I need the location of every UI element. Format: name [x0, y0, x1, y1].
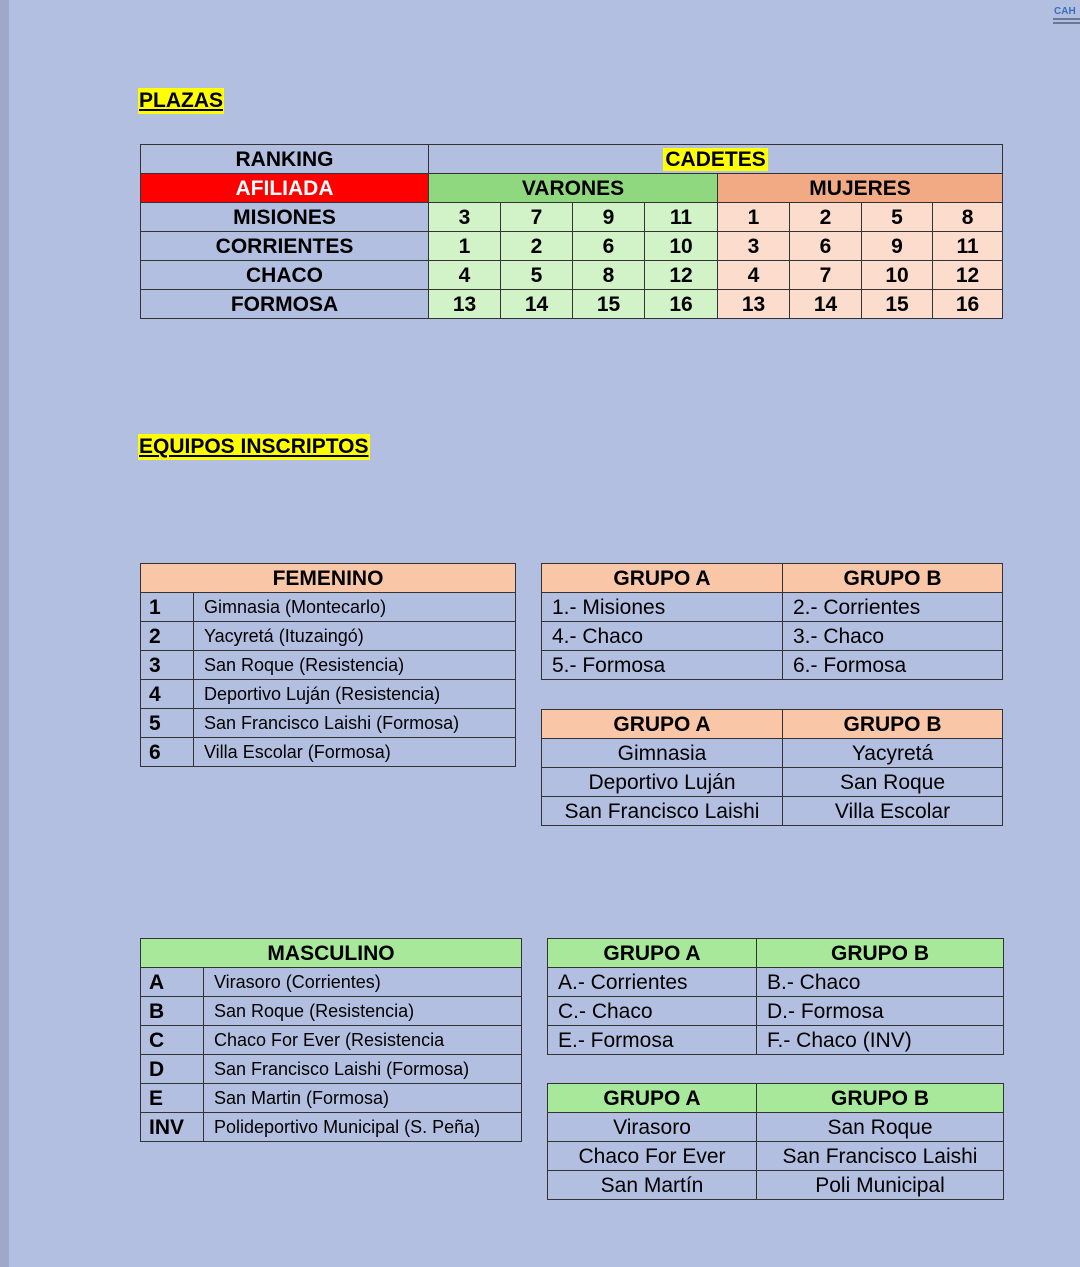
- varones-slot: 6: [573, 232, 645, 261]
- cadetes-header: [429, 145, 1003, 174]
- group-b-title: GRUPO B: [757, 939, 1004, 968]
- mujeres-header: MUJERES: [718, 174, 1003, 203]
- table-row: [548, 968, 1004, 997]
- table-row: [542, 651, 1003, 680]
- masculino-groups-names-table: [547, 1083, 1004, 1200]
- group-a-title: GRUPO A: [548, 939, 757, 968]
- group-b-team: Villa Escolar: [783, 797, 1003, 826]
- group-a-team: Chaco For Ever: [548, 1142, 757, 1171]
- varones-header: VARONES: [429, 174, 718, 203]
- group-a-team: A.- Corrientes: [548, 968, 757, 997]
- varones-slot: 15: [573, 290, 645, 319]
- table-row: [141, 1026, 522, 1055]
- table-row: [542, 739, 1003, 768]
- table-row: [141, 997, 522, 1026]
- group-a-title: GRUPO A: [542, 564, 783, 593]
- group-a-team: San Francisco Laishi: [542, 797, 783, 826]
- group-a-team: 4.- Chaco: [542, 622, 783, 651]
- table-row: [542, 768, 1003, 797]
- varones-slot: 1: [429, 232, 501, 261]
- group-a-team: Deportivo Luján: [542, 768, 783, 797]
- ranking-row: [141, 203, 1003, 232]
- team-letter: A: [141, 968, 204, 997]
- afiliada-name: MISIONES: [141, 203, 429, 232]
- table-row: [141, 1055, 522, 1084]
- ranking-table: [140, 144, 1003, 319]
- team-name: Gimnasia (Montecarlo): [194, 593, 516, 622]
- table-row: [141, 593, 516, 622]
- varones-slot: 7: [501, 203, 573, 232]
- table-row: [141, 1084, 522, 1113]
- group-b-team: San Roque: [783, 768, 1003, 797]
- group-a-team: 1.- Misiones: [542, 593, 783, 622]
- table-row: [141, 622, 516, 651]
- team-number: 2: [141, 622, 194, 651]
- group-b-title: GRUPO B: [757, 1084, 1004, 1113]
- table-row: [141, 709, 516, 738]
- table-row: [141, 738, 516, 767]
- team-letter: D: [141, 1055, 204, 1084]
- ranking-row: [141, 290, 1003, 319]
- varones-slot: 10: [645, 232, 718, 261]
- group-b-team: Yacyretá: [783, 739, 1003, 768]
- group-a-title: GRUPO A: [548, 1084, 757, 1113]
- page-left-edge: [0, 0, 9, 1267]
- team-name: Chaco For Ever (Resistencia: [204, 1026, 522, 1055]
- masculino-title: MASCULINO: [141, 939, 522, 968]
- mujeres-slot: 1: [718, 203, 790, 232]
- mujeres-slot: 12: [933, 261, 1003, 290]
- team-letter: E: [141, 1084, 204, 1113]
- afiliada-name: CORRIENTES: [141, 232, 429, 261]
- group-b-team: 2.- Corrientes: [783, 593, 1003, 622]
- group-a-team: San Martín: [548, 1171, 757, 1200]
- mujeres-slot: 9: [862, 232, 933, 261]
- team-name: San Roque (Resistencia): [204, 997, 522, 1026]
- team-number: 5: [141, 709, 194, 738]
- team-letter: INV: [141, 1113, 204, 1142]
- equipos-heading: EQUIPOS INSCRIPTOS: [139, 435, 369, 458]
- mujeres-slot: 5: [862, 203, 933, 232]
- group-b-title: GRUPO B: [783, 710, 1003, 739]
- femenino-title: FEMENINO: [141, 564, 516, 593]
- varones-slot: 3: [429, 203, 501, 232]
- federation-logo: [1050, 0, 1080, 32]
- afiliada-header: AFILIADA: [141, 174, 429, 203]
- group-a-team: 5.- Formosa: [542, 651, 783, 680]
- group-a-team: E.- Formosa: [548, 1026, 757, 1055]
- table-row: [542, 622, 1003, 651]
- group-b-title: GRUPO B: [783, 564, 1003, 593]
- varones-slot: 14: [501, 290, 573, 319]
- mujeres-slot: 8: [933, 203, 1003, 232]
- mujeres-slot: 3: [718, 232, 790, 261]
- varones-slot: 2: [501, 232, 573, 261]
- plazas-heading: PLAZAS: [139, 89, 223, 112]
- team-letter: B: [141, 997, 204, 1026]
- team-name: San Francisco Laishi (Formosa): [194, 709, 516, 738]
- group-b-team: B.- Chaco: [757, 968, 1004, 997]
- team-number: 6: [141, 738, 194, 767]
- mujeres-slot: 11: [933, 232, 1003, 261]
- table-row: [548, 997, 1004, 1026]
- mujeres-slot: 10: [862, 261, 933, 290]
- femenino-groups-table: [541, 563, 1003, 680]
- varones-slot: 8: [573, 261, 645, 290]
- mujeres-slot: 14: [790, 290, 862, 319]
- group-b-team: 3.- Chaco: [783, 622, 1003, 651]
- table-row: [141, 680, 516, 709]
- table-row: [141, 968, 522, 997]
- group-a-team: Gimnasia: [542, 739, 783, 768]
- group-a-title: GRUPO A: [542, 710, 783, 739]
- varones-slot: 9: [573, 203, 645, 232]
- team-number: 1: [141, 593, 194, 622]
- team-name: Polideportivo Municipal (S. Peña): [204, 1113, 522, 1142]
- logo-lines: [1053, 18, 1080, 20]
- team-number: 4: [141, 680, 194, 709]
- cadetes-label: CADETES: [665, 147, 766, 171]
- table-row: [548, 1113, 1004, 1142]
- table-row: [548, 1142, 1004, 1171]
- afiliada-name: FORMOSA: [141, 290, 429, 319]
- group-b-team: D.- Formosa: [757, 997, 1004, 1026]
- table-row: [141, 651, 516, 680]
- group-b-team: San Roque: [757, 1113, 1004, 1142]
- table-row: [542, 797, 1003, 826]
- mujeres-slot: 13: [718, 290, 790, 319]
- team-name: Virasoro (Corrientes): [204, 968, 522, 997]
- masculino-groups-table: [547, 938, 1004, 1055]
- ranking-row: [141, 261, 1003, 290]
- team-name: San Roque (Resistencia): [194, 651, 516, 680]
- mujeres-slot: 2: [790, 203, 862, 232]
- group-b-team: San Francisco Laishi: [757, 1142, 1004, 1171]
- mujeres-slot: 4: [718, 261, 790, 290]
- mujeres-slot: 16: [933, 290, 1003, 319]
- varones-slot: 5: [501, 261, 573, 290]
- varones-slot: 13: [429, 290, 501, 319]
- ranking-header: RANKING: [141, 145, 429, 174]
- ranking-row: [141, 232, 1003, 261]
- team-name: San Francisco Laishi (Formosa): [204, 1055, 522, 1084]
- masculino-table: [140, 938, 522, 1142]
- team-name: Deportivo Luján (Resistencia): [194, 680, 516, 709]
- varones-slot: 16: [645, 290, 718, 319]
- team-name: San Martin (Formosa): [204, 1084, 522, 1113]
- table-row: [542, 593, 1003, 622]
- table-row: [548, 1171, 1004, 1200]
- table-row: [141, 1113, 522, 1142]
- mujeres-slot: 7: [790, 261, 862, 290]
- group-b-team: F.- Chaco (INV): [757, 1026, 1004, 1055]
- group-a-team: C.- Chaco: [548, 997, 757, 1026]
- mujeres-slot: 6: [790, 232, 862, 261]
- team-name: Yacyretá (Ituzaingó): [194, 622, 516, 651]
- femenino-groups-names-table: [541, 709, 1003, 826]
- table-row: [548, 1026, 1004, 1055]
- team-number: 3: [141, 651, 194, 680]
- varones-slot: 12: [645, 261, 718, 290]
- afiliada-name: CHACO: [141, 261, 429, 290]
- mujeres-slot: 15: [862, 290, 933, 319]
- team-letter: C: [141, 1026, 204, 1055]
- varones-slot: 11: [645, 203, 718, 232]
- logo-text: CAH: [1054, 6, 1076, 17]
- group-a-team: Virasoro: [548, 1113, 757, 1142]
- varones-slot: 4: [429, 261, 501, 290]
- group-b-team: Poli Municipal: [757, 1171, 1004, 1200]
- team-name: Villa Escolar (Formosa): [194, 738, 516, 767]
- femenino-table: [140, 563, 516, 767]
- group-b-team: 6.- Formosa: [783, 651, 1003, 680]
